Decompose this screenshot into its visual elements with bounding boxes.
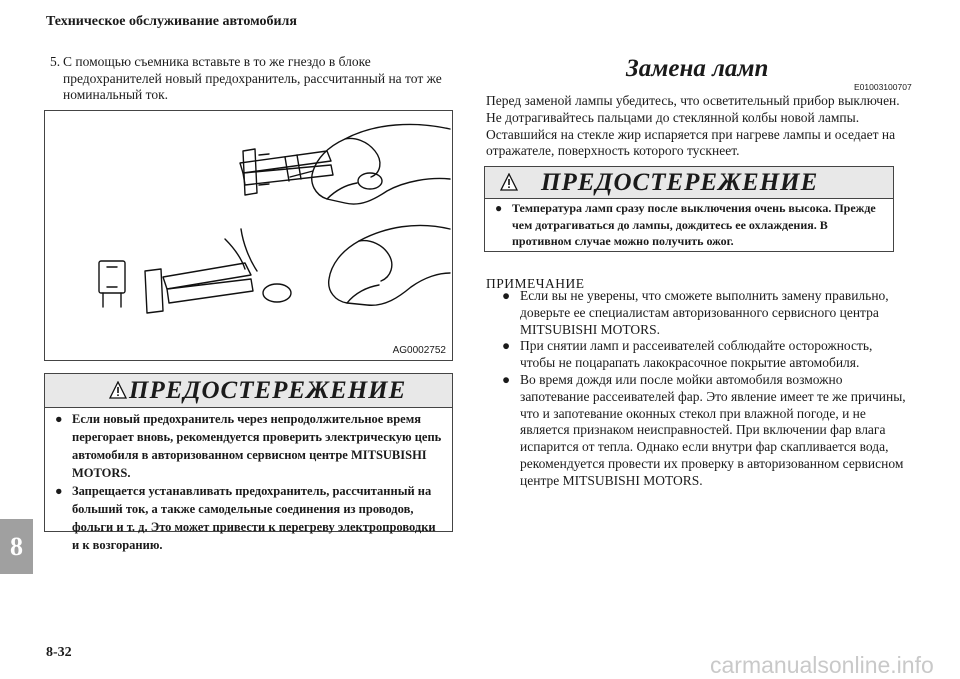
step-5 [50,54,450,104]
section-intro: Перед заменой лампы убедитесь, что осветительный прибор выключен. Не дотрагивайтесь пальцами до стеклянной колбы новой лампы. Оставшийся на стекле жир испаряется при нагреве лампы и оседает на отражателе, поверхность которого тускнеет. [486,93,900,159]
warning-title: ПРЕДОСТЕРЕЖЕНИЕ [541,169,819,196]
note-item [502,338,910,372]
figure-fuse-puller [44,110,453,361]
page-header-title: Техническое обслуживание автомобиля [46,14,297,29]
warning-header [45,374,452,408]
warning-item-text: Запрещается устанавливать предохранитель, рассчитанный на больший ток, а также самодельные соединения из проводов, фольги и т. д. Это может привести к перегреву электропроводки и к возгоранию. [72,484,436,552]
warning-box-fuse [44,373,453,552]
note-list [502,288,910,490]
step-text: С помощью съемника вставьте в то же гнездо в блоке предохранителей новый предохранитель, рассчитанный на тот же номинальный ток. [63,54,442,102]
step-number: 5. [50,54,61,69]
note-label: ПРИМЕЧАНИЕ [486,276,585,291]
fuse-puller-illustration [45,111,452,360]
warning-item-text: Если новый предохранитель через непродолжительное время перегорает вновь, рекомендуется проверить электрическую цепь автомобиля в авторизованном сервисном центре MITSUBISHI MOTORS. [72,412,442,480]
bullet-icon: ● [502,338,511,354]
bullet-icon: ● [502,371,511,387]
warning-triangle-icon [500,173,518,191]
watermark: carmanualsonline.info [710,652,934,678]
page-number: 8-32 [46,645,72,660]
figure-code: AG0002752 [392,345,446,356]
note-item-text: Во время дождя или после мойки автомобиля возможно запотевание рассеивателей фар. Это явление имеет те же причины, что и запотевание оконных стекол при влажной погоде, и не является признаком неисправностей. При включении фар влага испарится от тепла. Однако если внутри фар скапливается вода, рекомендуется провести их проверку в авторизованном сервисном центре MITSUBISHI MOTORS. [520,371,906,488]
note-item [502,288,910,338]
warning-item [55,410,444,482]
warning-header [485,167,893,199]
warning-triangle-icon [109,381,127,399]
note-item [502,372,910,490]
chapter-tab: 8 [0,519,33,574]
note-item-text: Если вы не уверены, что сможете выполнить замену правильно, доверьте ее специалистам авторизованного сервисного центра MITSUBISHI MOTORS. [520,288,889,337]
bullet-icon: ● [55,484,63,498]
warning-items [495,200,885,250]
bullet-icon: ● [55,412,63,426]
warning-item [55,482,444,554]
section-code: E01003100707 [854,82,912,92]
bullet-icon: ● [502,288,511,303]
warning-title: ПРЕДОСТЕРЕЖЕНИЕ [129,377,407,404]
warning-items [55,410,444,554]
note-item-text: При снятии ламп и рассеивателей соблюдайте осторожность, чтобы не поцарапать лакокрасочное покрытие автомобиля. [520,338,873,371]
warning-item-text: Температура ламп сразу после выключения очень высока. Прежде чем дотрагиваться до лампы, дождитесь ее охлаждения. В противном случае можно получить ожог. [512,201,876,248]
section-title: Замена ламп [626,55,769,82]
warning-item [495,200,885,250]
warning-box-lamps [484,166,894,252]
bullet-icon: ● [495,201,503,215]
